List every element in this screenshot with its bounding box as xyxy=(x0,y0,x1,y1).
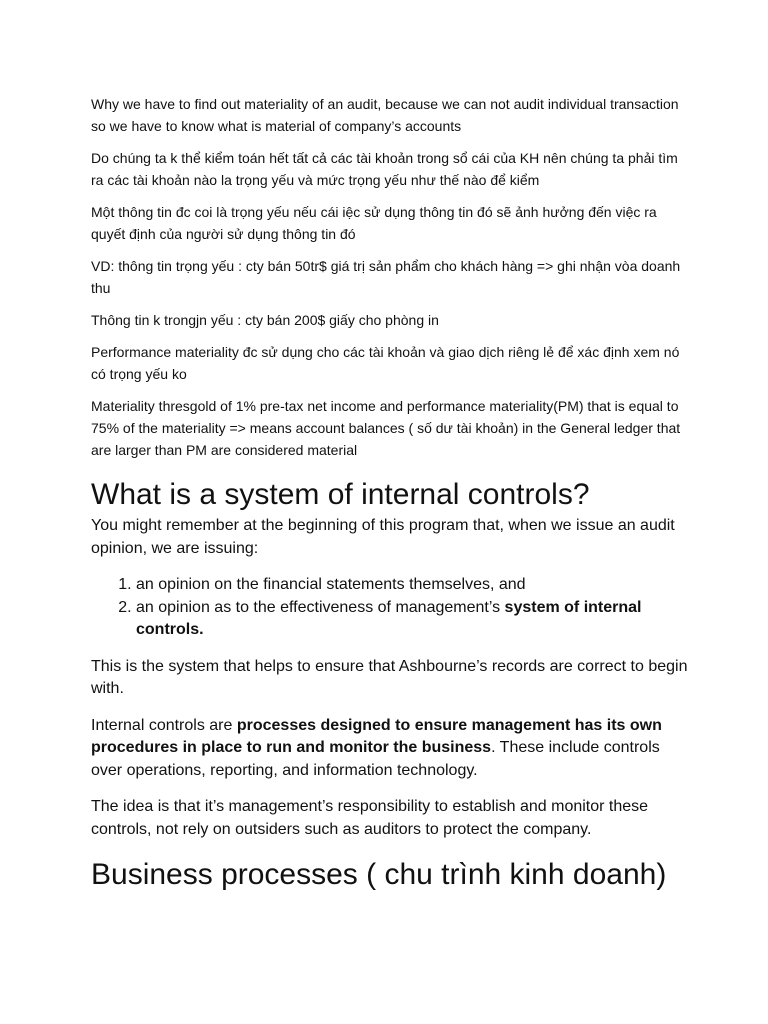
document-page xyxy=(91,93,691,893)
paragraph-emphasis: processes designed to ensure management has its own procedures in place to run and monitor the business xyxy=(91,716,662,756)
note-materiality-vn-2: Một thông tin đc coi là trọng yếu nếu cái iệc sử dụng thông tin đó sẽ ảnh hưởng đến việc ra quyết định của người sử dụng thông tin đó xyxy=(91,204,657,242)
note-materiality-why: Why we have to find out materiality of an audit, because we can not audit individual transaction so we have to know what is material of company’s accounts xyxy=(91,96,679,134)
intro-paragraph: You might remember at the beginning of this program that, when we issue an audit opinion, we are issuing: xyxy=(91,517,675,557)
paragraph-text: . These include controls over operations, reporting, and information technology. xyxy=(91,739,660,779)
list-item-emphasis: system of internal controls. xyxy=(136,598,642,638)
list-item xyxy=(136,597,691,642)
responsibility-paragraph: The idea is that it’s management’s responsibility to establish and monitor these controls, not rely on outsiders such as auditors to protect the company. xyxy=(91,798,649,838)
note-materiality-vn-1: Do chúng ta k thể kiểm toán hết tất cả các tài khoản trong sổ cái của KH nên chúng ta phải tìm ra các tài khoản nào la trọng yếu và mức trọng yếu như thế nào để kiểm xyxy=(91,150,678,188)
section-heading-internal-controls: What is a system of internal controls? xyxy=(91,478,590,511)
note-performance-materiality: Performance materiality đc sử dụng cho các tài khoản và giao dịch riêng lẻ để xác định xem nó có trọng yếu ko xyxy=(91,344,680,382)
system-paragraph: This is the system that helps to ensure that Ashbourne’s records are correct to begin with. xyxy=(91,657,688,697)
list-item xyxy=(136,574,691,597)
note-materiality-threshold: Materiality thresgold of 1% pre-tax net income and performance materiality(PM) that is equal to 75% of the materiality => means account balances ( số dư tài khoản) in the General ledger that are larger than PM are considered material xyxy=(91,398,681,458)
note-example-material: VD: thông tin trọng yếu : cty bán 50tr$ giá trị sản phẩm cho khách hàng => ghi nhận vòa doanh thu xyxy=(91,258,681,296)
note-example-immaterial: Thông tin k trongjn yếu : cty bán 200$ giấy cho phòng in xyxy=(91,312,439,328)
list-item-text: an opinion as to the effectiveness of management’s xyxy=(136,598,505,616)
internal-controls-paragraph xyxy=(91,715,691,783)
opinion-list xyxy=(91,574,691,642)
paragraph-text: Internal controls are xyxy=(91,716,237,734)
section-heading-business-processes: Business processes ( chu trình kinh doanh) xyxy=(91,858,667,891)
list-item-text: an opinion on the financial statements themselves, and xyxy=(136,576,526,593)
